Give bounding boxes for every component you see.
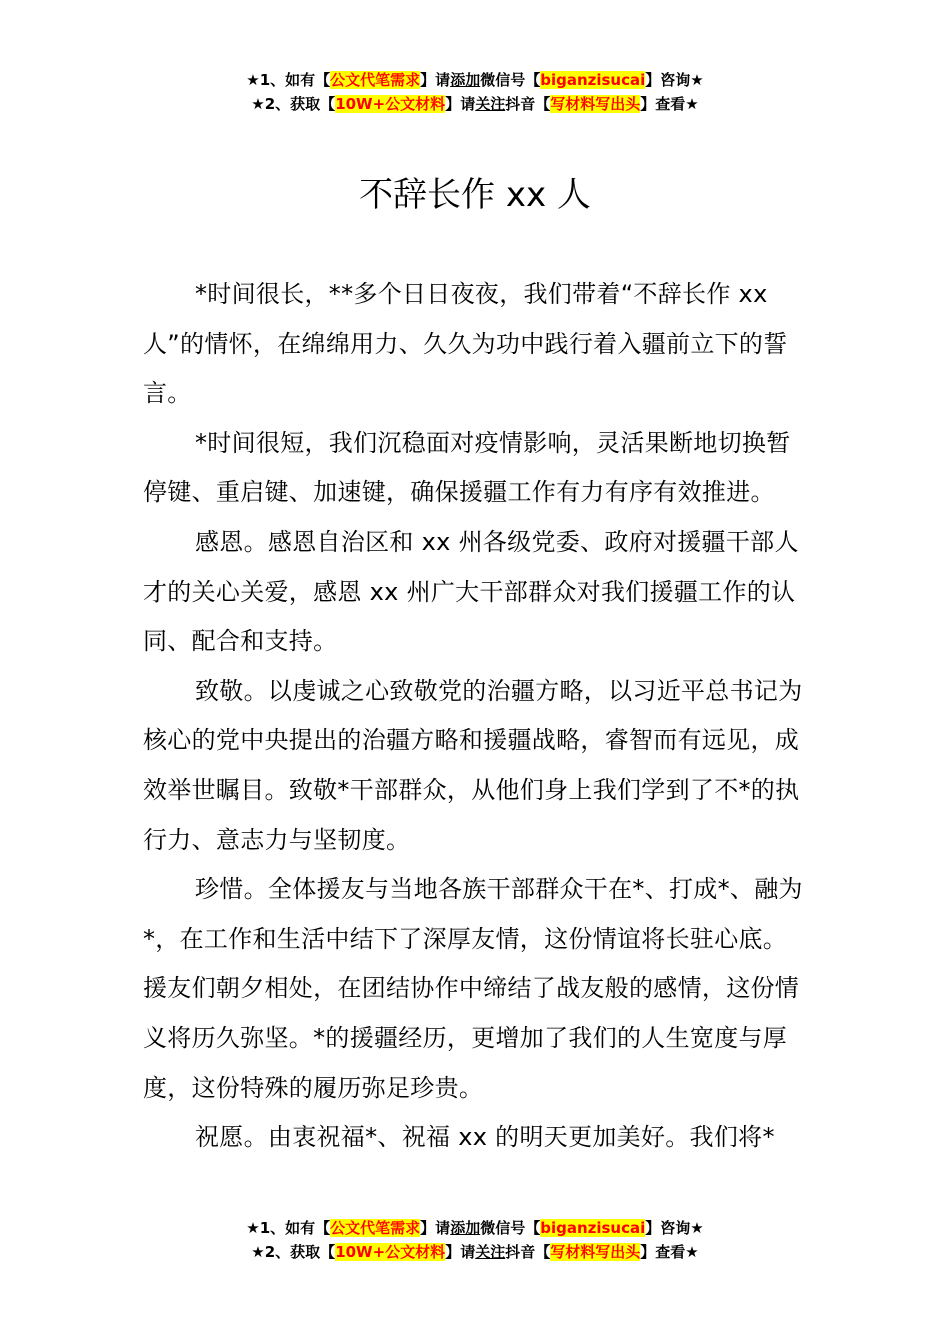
highlight-wechat-id: biganzisucai: [540, 71, 646, 89]
footer-text: ★1、如有【: [246, 1219, 331, 1237]
highlight-service: 公文代笔需求: [330, 1219, 421, 1237]
header-text: ★2、获取【: [251, 95, 336, 113]
header-text: 】查看★: [640, 95, 699, 113]
header-text: 】请: [420, 71, 451, 89]
underlined-follow: 关注: [475, 95, 506, 113]
footer-text: 】请: [420, 1219, 451, 1237]
highlight-materials: 10W+公文材料: [335, 1243, 446, 1261]
highlight-douyin-account: 写材料写出头: [550, 1243, 641, 1261]
header-banner: [0, 68, 950, 116]
header-line-1: [0, 68, 950, 92]
paragraph: 珍惜。全体援友与当地各族干部群众干在*、打成*、融为*，在工作和生活中结下了深厚友情，这份情谊将长驻心底。援友们朝夕相处，在团结协作中缔结了战友般的感情，这份情义将历久弥坚。*的援疆经历，更增加了我们的人生宽度与厚度，这份特殊的履历弥足珍贵。: [143, 875, 803, 1102]
paragraph: 祝愿。由衷祝福*、祝福 xx 的明天更加美好。我们将*: [195, 1123, 775, 1152]
underlined-follow: 关注: [475, 1243, 506, 1261]
highlight-douyin-account: 写材料写出头: [550, 95, 641, 113]
footer-text: 微信号【: [480, 1219, 541, 1237]
paragraph: *时间很短，我们沉稳面对疫情影响，灵活果断地切换暂停键、重启键、加速键，确保援疆工作有力有序有效推进。: [143, 428, 791, 507]
underlined-add: 添加: [450, 71, 481, 89]
document-title: 不辞长作 xx 人: [359, 175, 591, 215]
highlight-wechat-id: biganzisucai: [540, 1219, 646, 1237]
footer-line-1: [0, 1216, 950, 1240]
footer-text: 】请: [445, 1243, 476, 1261]
underlined-add: 添加: [450, 1219, 481, 1237]
paragraph: 感恩。感恩自治区和 xx 州各级党委、政府对援疆干部人才的关心关爱，感恩 xx 州广大干部群众对我们援疆工作的认同、配合和支持。: [143, 527, 799, 656]
paragraph: 致敬。以虔诚之心致敬党的治疆方略，以习近平总书记为核心的党中央提出的治疆方略和援疆战略，睿智而有远见，成效举世瞩目。致敬*干部群众，从他们身上我们学到了不*的执行力、意志力与坚韧度。: [143, 676, 803, 854]
header-text: 】咨询★: [645, 71, 704, 89]
footer-text: 抖音【: [505, 1243, 551, 1261]
highlight-materials: 10W+公文材料: [335, 95, 446, 113]
document-body: [143, 270, 807, 1163]
paragraph: *时间很长，**多个日日夜夜，我们带着“不辞长作 xx 人”的情怀，在绵绵用力、久久为功中践行着入疆前立下的誓言。: [143, 280, 788, 408]
footer-text: 】查看★: [640, 1243, 699, 1261]
header-text: 抖音【: [505, 95, 551, 113]
highlight-service: 公文代笔需求: [330, 71, 421, 89]
footer-text: ★2、获取【: [251, 1243, 336, 1261]
header-text: 】请: [445, 95, 476, 113]
header-text: 微信号【: [480, 71, 541, 89]
footer-text: 】咨询★: [645, 1219, 704, 1237]
footer-banner: [0, 1216, 950, 1264]
footer-line-2: [0, 1240, 950, 1264]
header-line-2: [0, 92, 950, 116]
header-text: ★1、如有【: [246, 71, 331, 89]
